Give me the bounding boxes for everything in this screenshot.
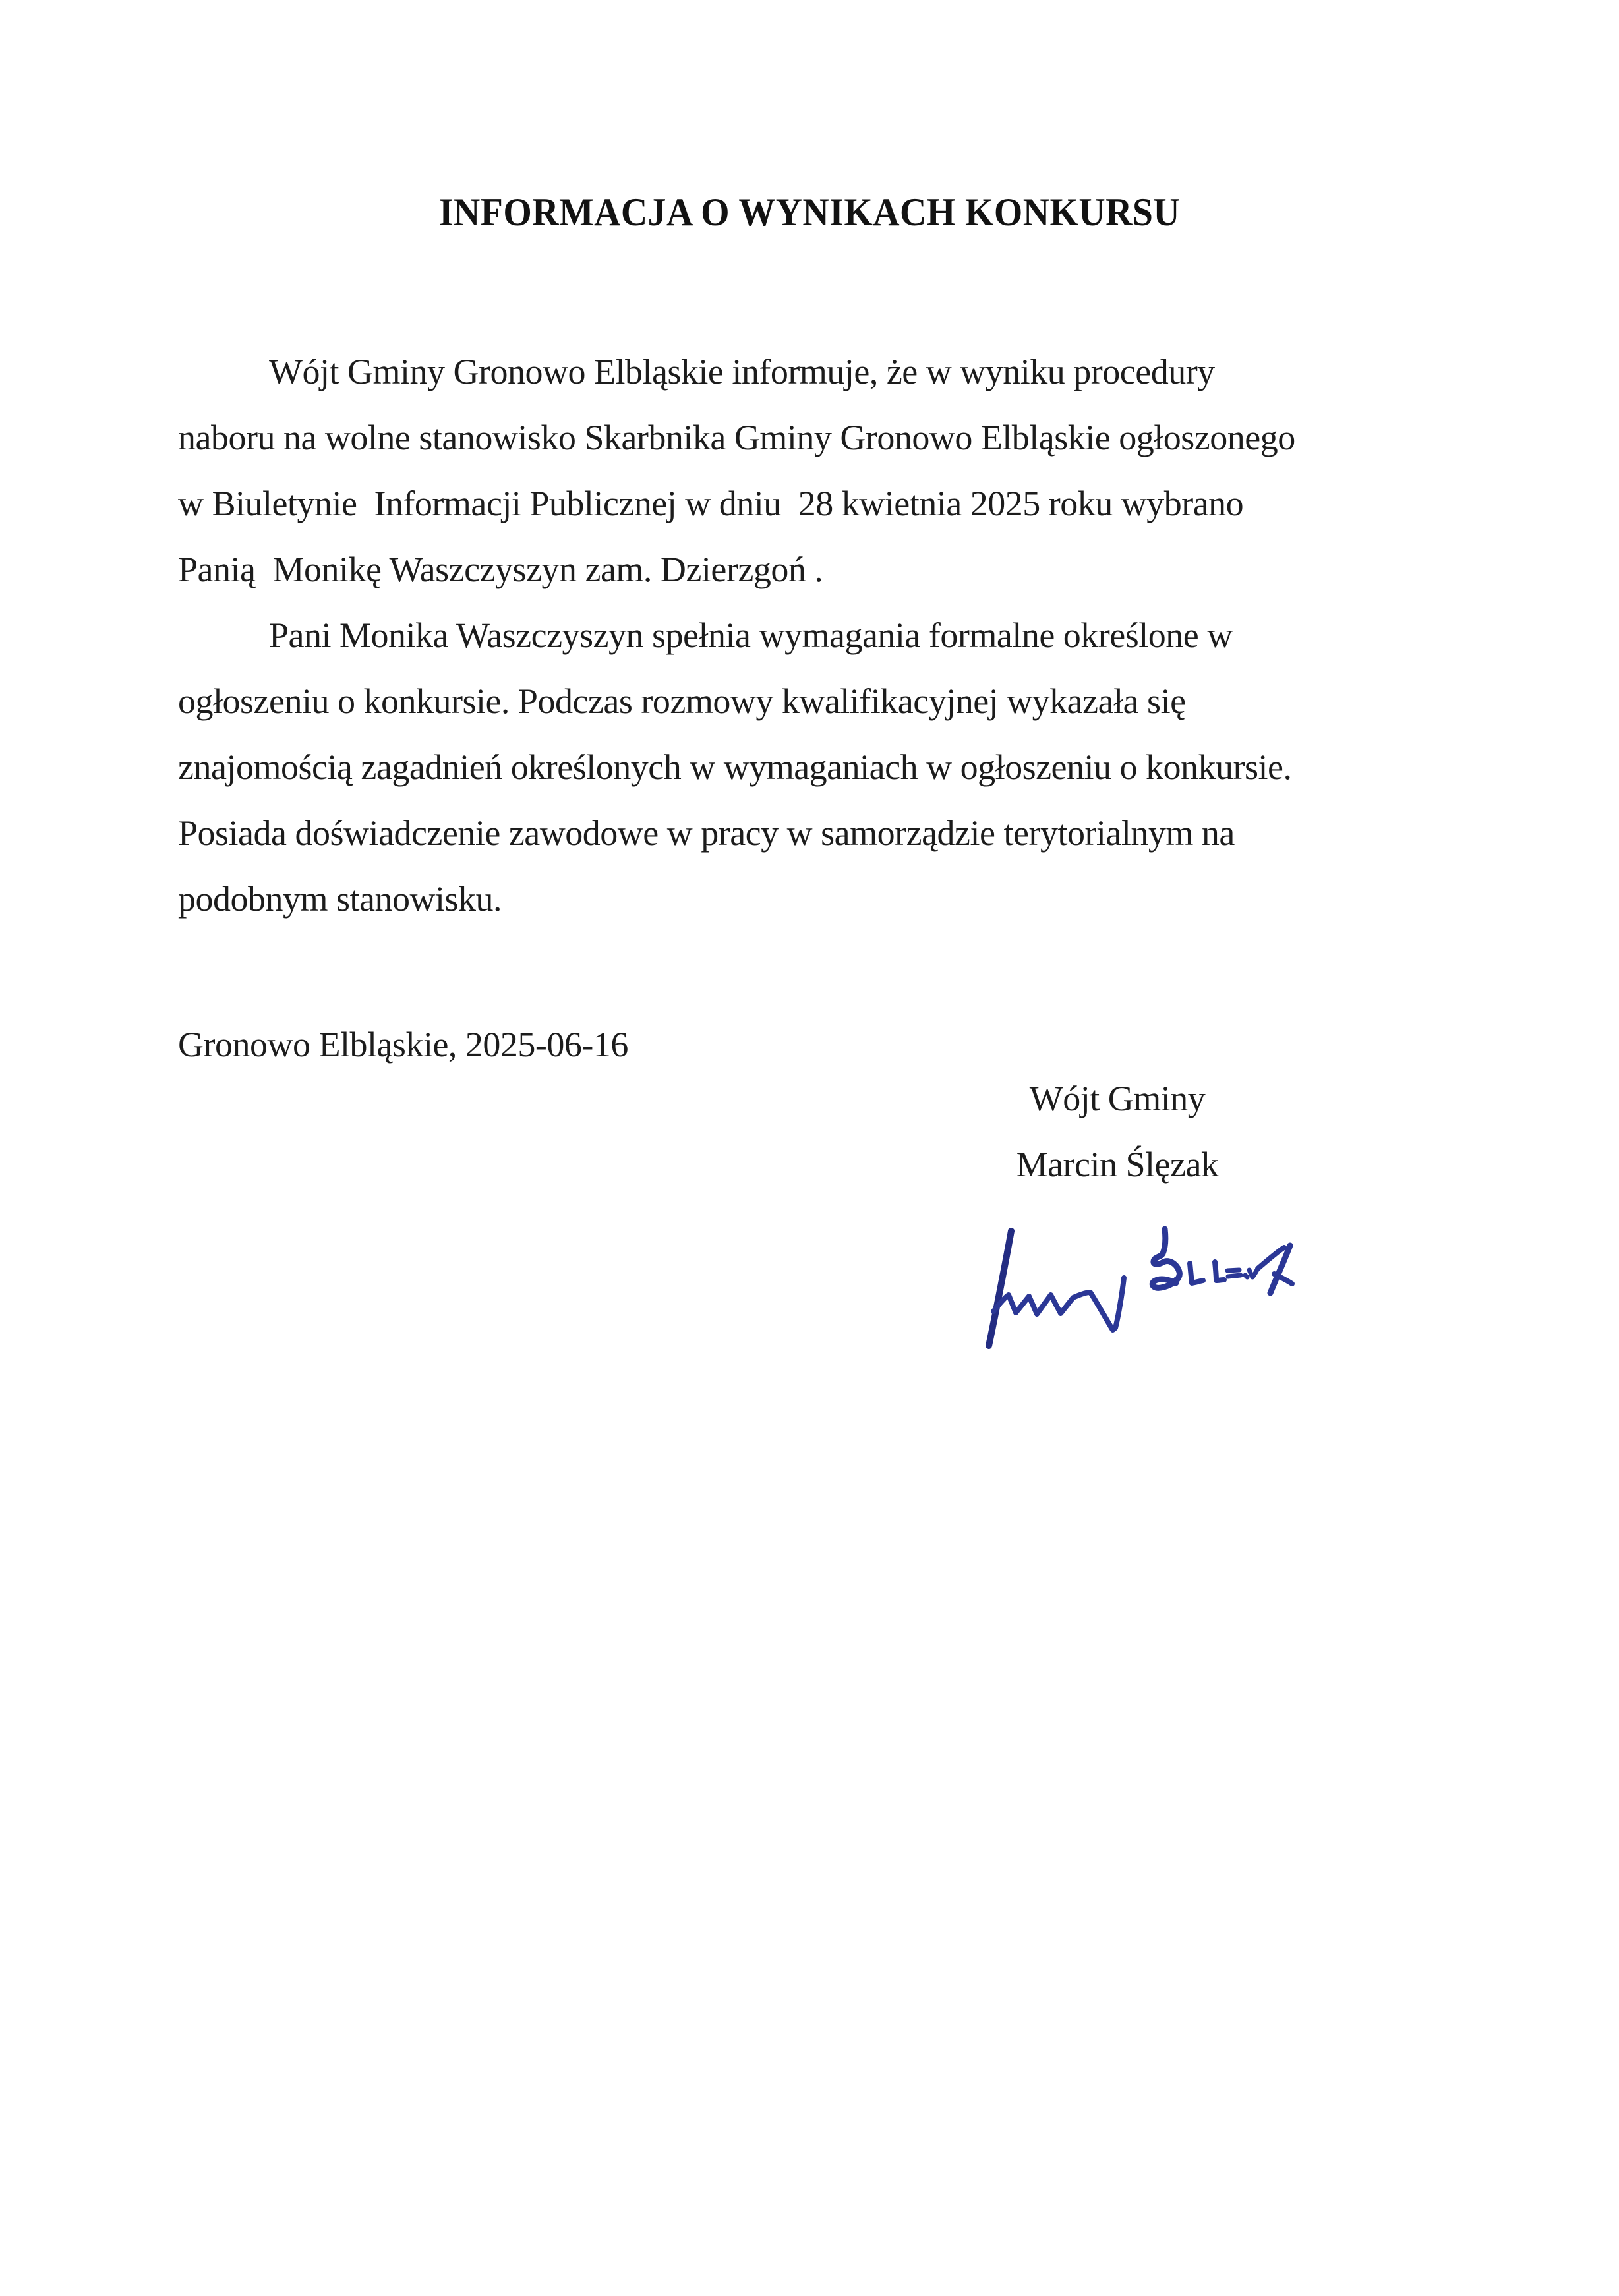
paragraph-2-line: znajomością zagadnień określonych w wymaganiach w ogłoszeniu o konkursie. [178,747,1292,787]
signer-role: Wójt Gminy [1029,1079,1206,1118]
place-and-date: Gronowo Elbląskie, 2025-06-16 [178,1025,628,1064]
paragraph-2-line: Posiada doświadczenie zawodowe w pracy w samorządzie terytorialnym na [178,813,1235,853]
signature-block [959,1066,1276,1197]
paragraph-1-line: naboru na wolne stanowisko Skarbnika Gminy Gronowo Elbląskie ogłoszonego [178,418,1295,457]
letter-body [178,339,1457,932]
paragraph-2-line: Pani Monika Waszczyszyn spełnia wymagania formalne określone w [269,616,1233,655]
document-title: INFORMACJA O WYNIKACH KONKURSU [438,190,1181,234]
signer-name: Marcin Ślęzak [1016,1145,1219,1184]
paragraph-2-line: ogłoszeniu o konkursie. Podczas rozmowy kwalifikacyjnej wykazała się [178,681,1186,721]
paragraph-1-line: Panią Monikę Waszczyszyn zam. Dzierzgoń . [178,550,823,589]
handwritten-signature [959,1209,1328,1364]
paragraph-2-line: podobnym stanowisku. [178,879,502,919]
paragraph-1-line: w Biuletynie Informacji Publicznej w dniu 28 kwietnia 2025 roku wybrano [178,484,1244,523]
paragraph-1-line: Wójt Gminy Gronowo Elbląskie informuje, że w wyniku procedury [269,352,1215,391]
